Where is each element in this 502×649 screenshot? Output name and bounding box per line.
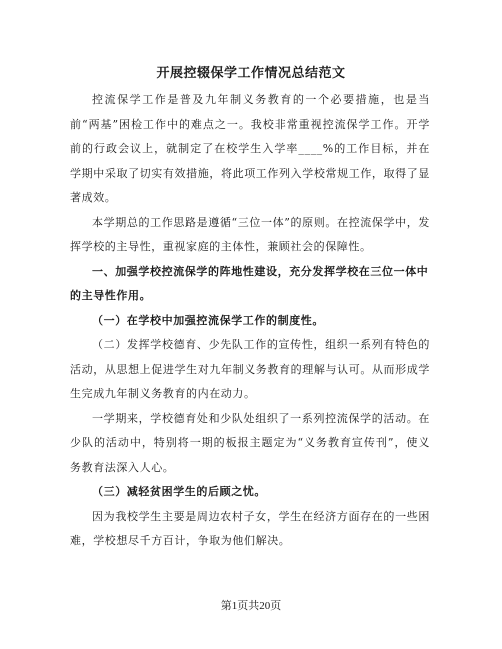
paragraph-work-approach: 本学期总的工作思路是遵循“三位一体”的原则。在控流保学中，发挥学校的主导性，重视家庭的主体性，兼顾社会的保障性。 — [70, 215, 430, 253]
document-title: 开展控辍保学工作情况总结范文 — [156, 66, 346, 81]
subsection-heading-3: （三）减轻贫困学生的后顾之忧。 — [92, 485, 266, 498]
document-body — [70, 88, 430, 554]
page-number: 第1页共20页 — [220, 600, 282, 612]
paragraph-poverty-support: 因为我校学生主要是周边农村子女，学生在经济方面存在的一些困难，学校想尽千方百计，争取为他们解决。 — [70, 509, 430, 547]
paragraph-activities: 一学期来，学校德育处和少队处组织了一系列控流保学的活动。在少队的活动中，特别将一期的板报主题定为“义务教育宣传刊”，使义务教育法深入人心。 — [70, 411, 430, 474]
paragraph-intro: 控流保学工作是普及九年制义务教育的一个必要措施，也是当前“两基”困检工作中的难点之一。我校非常重视控流保学工作。开学前的行政会议上，就制定了在校学生入学率____%的工作目标，并在学期中采取了切实有效措施，将此项工作列入学校常规工作，取得了显著成效。 — [70, 93, 430, 204]
subsection-heading-1: （一）在学校中加强控流保学工作的制度性。 — [92, 313, 324, 327]
section-heading-1: 一、加强学校控流保学的阵地性建设，充分发挥学校在三位一体中的主导性作用。 — [70, 264, 429, 302]
paragraph-subsection-2: （二）发挥学校德育、少先队工作的宣传性，组织一系列有特色的活动，从思想上促进学生对九年制义务教育的理解与认可。从而形成学生完成九年制义务教育的内在动力。 — [70, 338, 430, 400]
